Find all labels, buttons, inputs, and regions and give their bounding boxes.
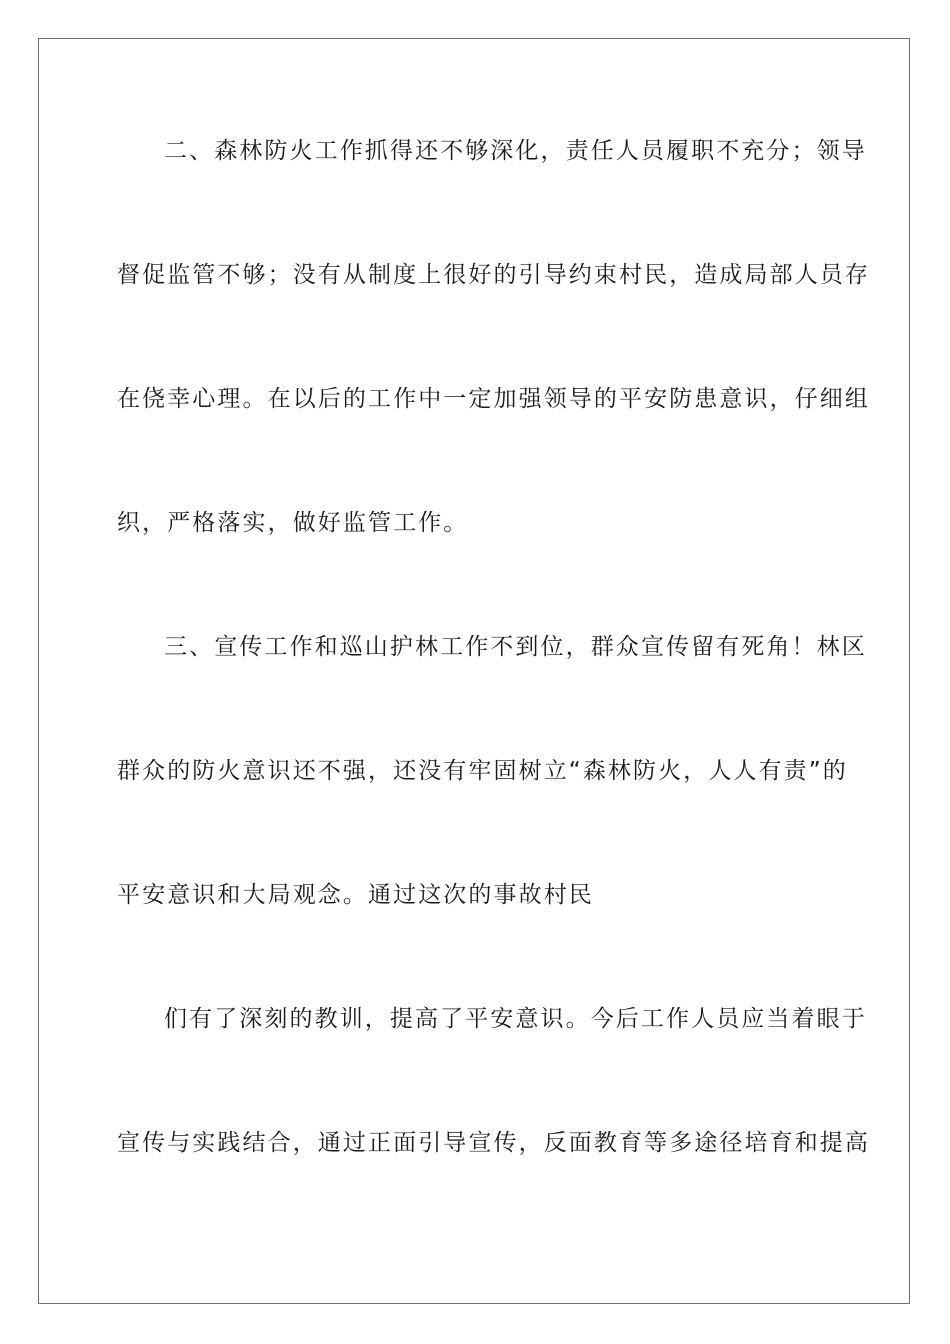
text-line-1: 二、森林防火工作抓得还不够深化，责任人员履职不充分；领导: [164, 138, 867, 164]
text-line-8: 们有了深刻的教训，提高了平安意识。今后工作人员应当着眼于: [164, 1006, 867, 1032]
text-line-5: 三、宣传工作和巡山护林工作不到位，群众宣传留有死角！林区: [164, 634, 867, 660]
page-border: [38, 38, 910, 1304]
text-line-6: 群众的防火意识还不强，还没有牢固树立“森林防火，人人有责”的: [117, 758, 848, 784]
text-line-7: 平安意识和大局观念。通过这次的事故村民: [117, 882, 594, 908]
text-line-9: 宣传与实践结合，通过正面引导宣传，反面教育等多途径培育和提高: [117, 1130, 870, 1156]
text-line-2: 督促监管不够；没有从制度上很好的引导约束村民，造成局部人员存: [117, 262, 870, 288]
text-line-3: 在侥幸心理。在以后的工作中一定加强领导的平安防患意识，仔细组: [117, 386, 870, 412]
text-line-4: 织，严格落实，做好监管工作。: [117, 510, 469, 536]
